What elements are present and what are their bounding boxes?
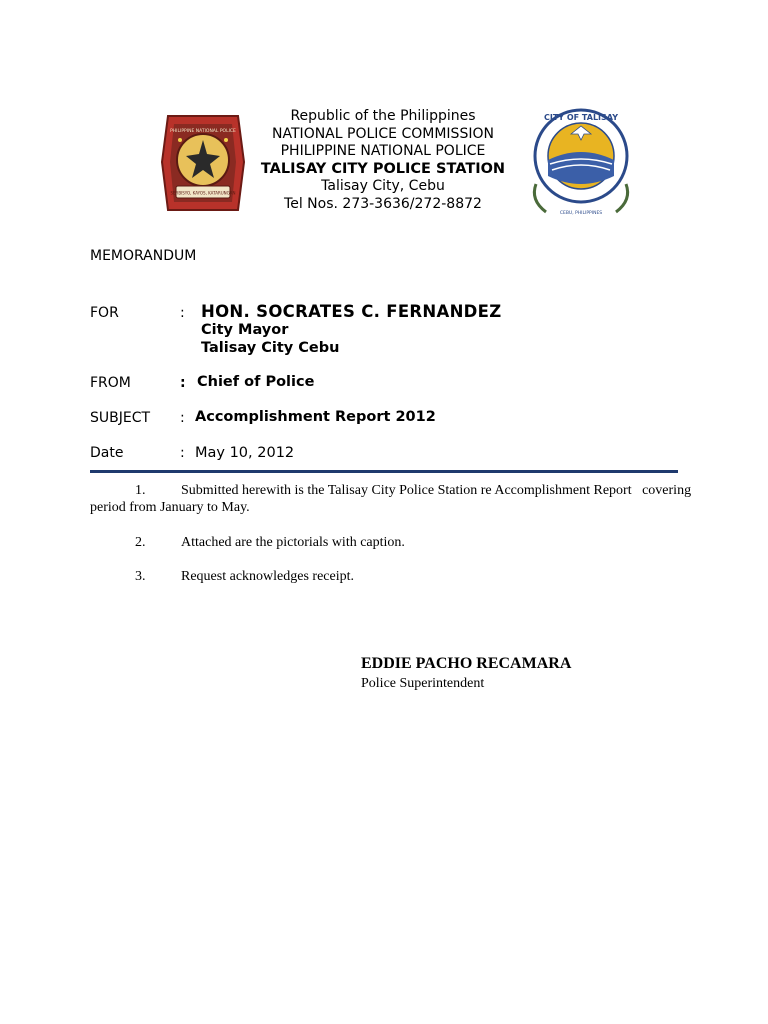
header-napolcom: NATIONAL POLICE COMMISSION bbox=[272, 125, 494, 142]
subject-label: SUBJECT bbox=[90, 410, 151, 426]
memo-title: MEMORANDUM bbox=[90, 248, 197, 264]
from-colon: : bbox=[180, 375, 186, 391]
svg-text:CEBU, PHILIPPINES: CEBU, PHILIPPINES bbox=[559, 211, 603, 216]
header-tel: Tel Nos. 273-3636/272-8872 bbox=[284, 195, 482, 212]
from-label: FROM bbox=[90, 375, 131, 391]
svg-text:PHILIPPINE NATIONAL POLICE: PHILIPPINE NATIONAL POLICE bbox=[170, 129, 236, 134]
subject-colon: : bbox=[180, 410, 185, 426]
svg-text:SERBISYO, KAYOS, KATARUNGAN: SERBISYO, KAYOS, KATARUNGAN bbox=[170, 190, 236, 196]
header-station: TALISAY CITY POLICE STATION bbox=[260, 160, 506, 177]
svg-text:CITY OF TALISAY: CITY OF TALISAY bbox=[543, 113, 619, 122]
paragraph-3-text: Request acknowledges receipt. bbox=[181, 569, 354, 584]
date-colon: : bbox=[180, 445, 185, 461]
header-republic: Republic of the Philippines bbox=[290, 108, 476, 124]
header-divider bbox=[90, 470, 678, 473]
paragraph-1-line-1: Submitted herewith is the Talisay City Police Station re Accomplishment Report covering bbox=[181, 483, 692, 498]
from-value: Chief of Police bbox=[197, 374, 315, 390]
letterhead bbox=[230, 108, 536, 214]
for-colon: : bbox=[180, 305, 185, 321]
date-value: May 10, 2012 bbox=[195, 445, 295, 461]
for-name: HON. SOCRATES C. FERNANDEZ bbox=[201, 302, 502, 321]
for-place: Talisay City Cebu bbox=[201, 340, 340, 356]
header-pnp: PHILIPPINE NATIONAL POLICE bbox=[280, 143, 486, 160]
paragraph-1-number: 1. bbox=[135, 483, 146, 498]
header-city: Talisay City, Cebu bbox=[321, 178, 445, 195]
for-label: FOR bbox=[90, 305, 119, 321]
paragraph-1-line-2: period from January to May. bbox=[90, 500, 250, 515]
paragraph-3-number: 3. bbox=[135, 569, 146, 584]
subject-value: Accomplishment Report 2012 bbox=[195, 409, 436, 425]
signatory-name: EDDIE PACHO RECAMARA bbox=[361, 655, 572, 672]
city-of-talisay-seal-icon bbox=[526, 104, 636, 222]
date-label: Date bbox=[90, 445, 124, 461]
paragraph-2-text: Attached are the pictorials with caption. bbox=[181, 535, 405, 550]
signatory-rank: Police Superintendent bbox=[361, 676, 485, 691]
paragraph-2-number: 2. bbox=[135, 535, 146, 550]
for-title: City Mayor bbox=[201, 322, 289, 338]
